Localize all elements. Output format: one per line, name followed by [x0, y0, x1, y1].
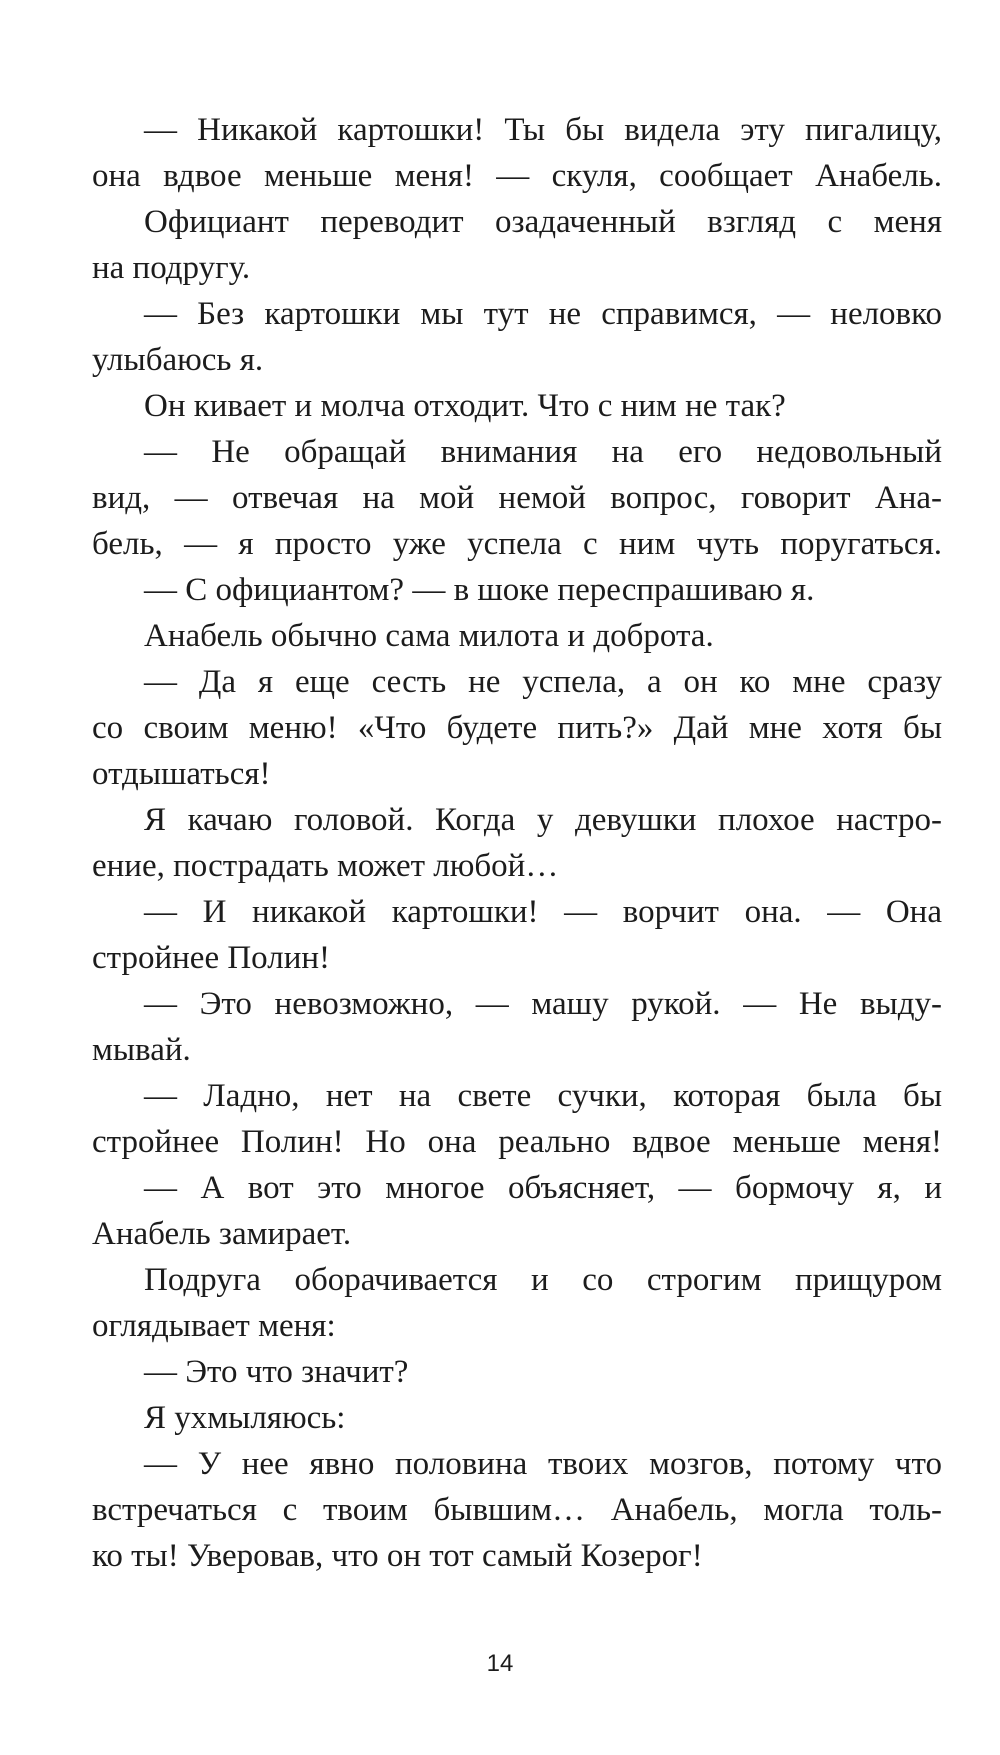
text-line: — И никакой картошки! — ворчит она. — Она [144, 894, 942, 930]
text-line: на подругу. [92, 250, 251, 286]
text-line: Подруга оборачивается и со строгим прищуром [144, 1262, 942, 1298]
text-line: мывай. [92, 1032, 191, 1068]
text-line: — С официантом? — в шоке переспрашиваю я. [144, 572, 815, 608]
text-line: — Не обращай внимания на его недовольный [144, 434, 942, 470]
text-line: ение, пострадать может любой… [92, 848, 559, 884]
text-line: Я ухмыляюсь: [144, 1400, 346, 1436]
text-line: — Никакой картошки! Ты бы видела эту пигалицу, [144, 112, 942, 148]
text-line: она вдвое меньше меня! — скуля, сообщает Анабель. [92, 158, 942, 194]
text-line: Анабель замирает. [92, 1216, 352, 1252]
text-line: оглядывает меня: [92, 1308, 336, 1344]
text-line: Он кивает и молча отходит. Что с ним не так? [144, 388, 786, 424]
text-line: стройнее Полин! Но она реально вдвое меньше меня! [92, 1124, 942, 1160]
text-line: встречаться с твоим бывшим… Анабель, могла толь- [92, 1492, 942, 1528]
text-line: вид, — отвечая на мой немой вопрос, говорит Ана- [92, 480, 942, 516]
page-number: 14 [486, 1650, 514, 1677]
text-line: — Это невозможно, — машу рукой. — Не выду- [144, 986, 942, 1022]
text-line: бель, — я просто уже успела с ним чуть поругаться. [92, 526, 942, 562]
body-text [92, 107, 942, 1579]
text-line: отдышаться! [92, 756, 271, 792]
text-line: улыбаюсь я. [92, 342, 264, 378]
text-line: — А вот это многое объясняет, — бормочу я, и [144, 1170, 942, 1206]
text-line: — Без картошки мы тут не справимся, — неловко [144, 296, 942, 332]
text-line: Я качаю головой. Когда у девушки плохое настро- [144, 802, 942, 838]
text-line: Официант переводит озадаченный взгляд с меня [144, 204, 942, 240]
text-line: ко ты! Уверовав, что он тот самый Козерог! [92, 1538, 703, 1574]
text-line: стройнее Полин! [92, 940, 331, 976]
text-line: — Да я еще сесть не успела, а он ко мне сразу [144, 664, 942, 700]
text-line: — Ладно, нет на свете сучки, которая была бы [144, 1078, 942, 1114]
text-line: — Это что значит? [144, 1354, 409, 1390]
text-line: со своим меню! «Что будете пить?» Дай мне хотя бы [92, 710, 942, 746]
text-line: Анабель обычно сама милота и доброта. [144, 618, 714, 654]
text-line: — У нее явно половина твоих мозгов, потому что [144, 1446, 942, 1482]
